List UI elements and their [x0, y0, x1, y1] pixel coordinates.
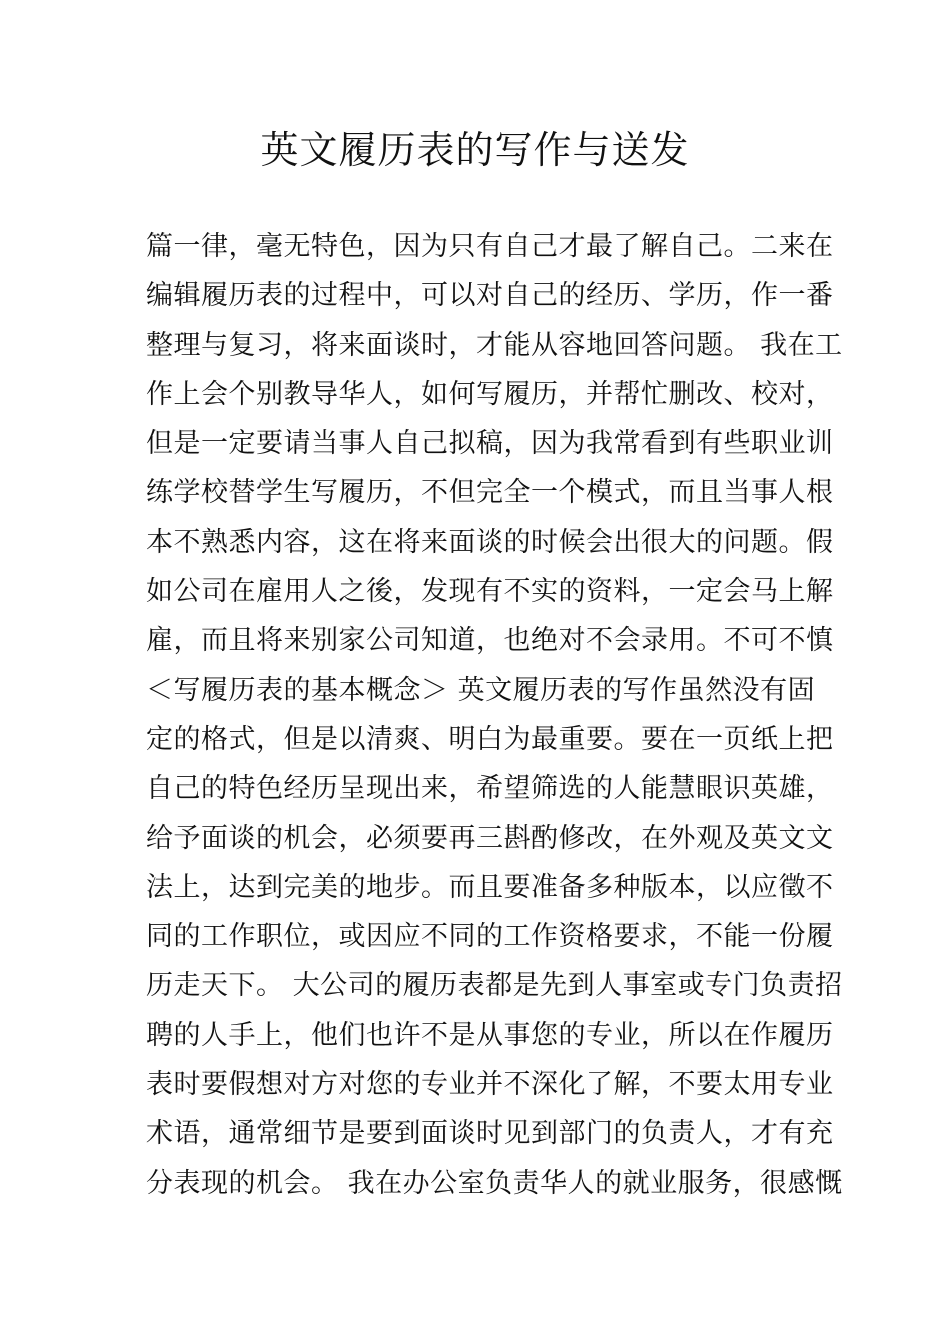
- body-line: 自己的特色经历呈现出来，希望筛选的人能慧眼识英雄，: [146, 773, 834, 805]
- body-line: 作上会个别教导华人，如何写履历，并帮忙删改、校对，: [146, 378, 834, 410]
- body-line: 聘的人手上，他们也许不是从事您的专业，所以在作履历: [146, 1019, 834, 1051]
- body-line: 定的格式，但是以清爽、明白为最重要。要在一页纸上把: [146, 723, 834, 755]
- document-title: 英文履历表的写作与送发: [260, 128, 690, 172]
- body-line: 编辑履历表的过程中，可以对自己的经历、学历，作一番: [146, 280, 834, 312]
- body-line: 术语，通常细节是要到面谈时见到部门的负责人，才有充: [146, 1118, 834, 1150]
- body-line: 雇，而且将来别家公司知道，也绝对不会录用。不可不慎: [146, 625, 834, 657]
- body-line: 篇一律，毫无特色，因为只有自己才最了解自己。二来在: [146, 231, 834, 262]
- document-body: [146, 222, 843, 1208]
- body-line: 法上，达到完美的地步。而且要准备多种版本，以应徵不: [146, 871, 834, 903]
- body-line: 历走天下。 大公司的履历表都是先到人事室或专门负责招: [146, 970, 843, 1002]
- body-line: 但是一定要请当事人自己拟稿，因为我常看到有些职业训: [146, 428, 834, 460]
- body-line: 整理与复习，将来面谈时，才能从容地回答问题。 我在工: [146, 329, 843, 361]
- body-line: 分表现的机会。 我在办公室负责华人的就业服务，很感慨: [146, 1167, 843, 1199]
- body-line: ＜写履历表的基本概念＞ 英文履历表的写作虽然没有固: [146, 674, 816, 706]
- body-line: 练学校替学生写履历，不但完全一个模式，而且当事人根: [146, 477, 834, 509]
- body-line: 如公司在雇用人之後，发现有不实的资料，一定会马上解: [146, 576, 834, 608]
- body-line: 同的工作职位，或因应不同的工作资格要求，不能一份履: [146, 921, 834, 953]
- body-line: 给予面谈的机会，必须要再三斟酌修改，在外观及英文文: [146, 822, 834, 854]
- body-line: 本不熟悉内容，这在将来面谈的时候会出很大的问题。假: [146, 526, 834, 558]
- body-line: 表时要假想对方对您的专业并不深化了解，不要太用专业: [146, 1069, 834, 1101]
